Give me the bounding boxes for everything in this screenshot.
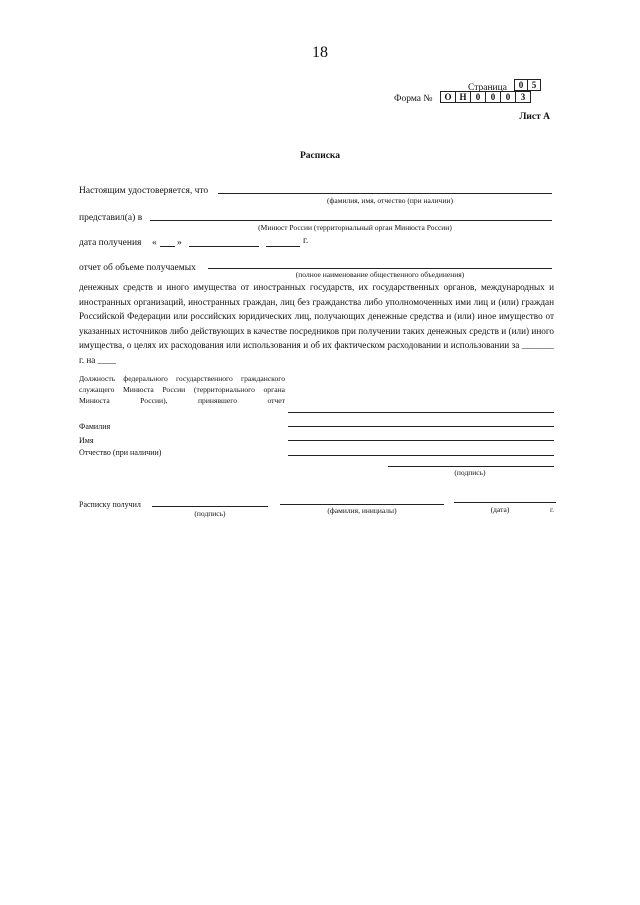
- page-label: Страница: [468, 83, 507, 93]
- sheet-label: Лист А: [519, 112, 550, 122]
- surname-field[interactable]: [288, 426, 554, 427]
- form-cell: О: [440, 91, 456, 103]
- submitted-caption: (Минюст России (территориальный орган Минюста России): [258, 223, 452, 232]
- form-cell: 0: [470, 91, 486, 103]
- report-caption: (полное наименование общественного объединения): [295, 270, 465, 279]
- certify-label: Настоящим удостоверяется, что: [79, 186, 209, 196]
- official-signature-field[interactable]: [388, 466, 554, 467]
- report-field[interactable]: [208, 268, 552, 269]
- official-position-text: Должность федерального государственного гражданского служащего Минюста России (территориального органа Минюста России), принявшего отчет: [79, 374, 285, 405]
- form-label: Форма №: [394, 94, 433, 104]
- date-year-field[interactable]: [266, 246, 300, 247]
- official-signature-caption: (подпись): [454, 468, 486, 477]
- form-cell: 0: [500, 91, 516, 103]
- report-paragraph: денежных средств и иного имущества от иностранных государств, их государственных органов, международных и иностранных организаций, иностранных граждан, лиц без гражданства либо уполномоченных ими лиц и (или) граждан Российской Федерации или российских юридических лиц, получающих денежные средства и (или) иное имущество от указанных источников либо действующих в качестве посредников при получении таких денежных средств и (или) иного имущества, о целях их расходования или использования и об их фактическом расходовании и использовании за _______ г. на ____: [79, 282, 554, 365]
- receipt-name-field[interactable]: [280, 504, 444, 505]
- receipt-name-caption: (фамилия, инициалы): [327, 506, 397, 515]
- document-title: Расписка: [299, 151, 340, 161]
- date-quote-open: «: [152, 238, 157, 248]
- receipt-label: Расписку получил: [79, 500, 141, 509]
- official-position-field[interactable]: [288, 412, 554, 413]
- receipt-date-caption: (дата): [490, 505, 510, 514]
- page-number: 18: [312, 44, 328, 61]
- date-year-suffix: г.: [303, 236, 309, 246]
- form-cell: Н: [455, 91, 471, 103]
- form-cell: 0: [485, 91, 501, 103]
- date-label: дата получения: [79, 238, 142, 248]
- official-position: [79, 373, 285, 406]
- date-month-field[interactable]: [189, 246, 259, 247]
- form-cell: 3: [515, 91, 531, 103]
- report-label: отчет об объеме получаемых: [79, 263, 196, 273]
- form-cells: [440, 91, 531, 103]
- date-quote-close: »: [177, 238, 182, 248]
- date-day-field[interactable]: [160, 246, 175, 247]
- receipt-signature-field[interactable]: [152, 506, 268, 507]
- surname-label: Фамилия: [79, 422, 111, 431]
- page-cells: [514, 79, 541, 91]
- submitted-field[interactable]: [150, 220, 552, 221]
- certify-field[interactable]: [218, 193, 552, 194]
- receipt-date-field[interactable]: [454, 502, 556, 503]
- page-cell: 5: [527, 79, 541, 91]
- submitted-label: представил(а) в: [79, 213, 143, 223]
- page-cell: 0: [514, 79, 528, 91]
- patronymic-field[interactable]: [288, 455, 554, 456]
- receipt-signature-caption: (подпись): [194, 509, 226, 518]
- name-label: Имя: [79, 436, 94, 445]
- patronymic-label: Отчество (при наличии): [79, 448, 162, 457]
- name-field[interactable]: [288, 440, 554, 441]
- certify-caption: (фамилия, имя, отчество (при наличии): [327, 196, 453, 205]
- receipt-year-suffix: г.: [549, 505, 555, 514]
